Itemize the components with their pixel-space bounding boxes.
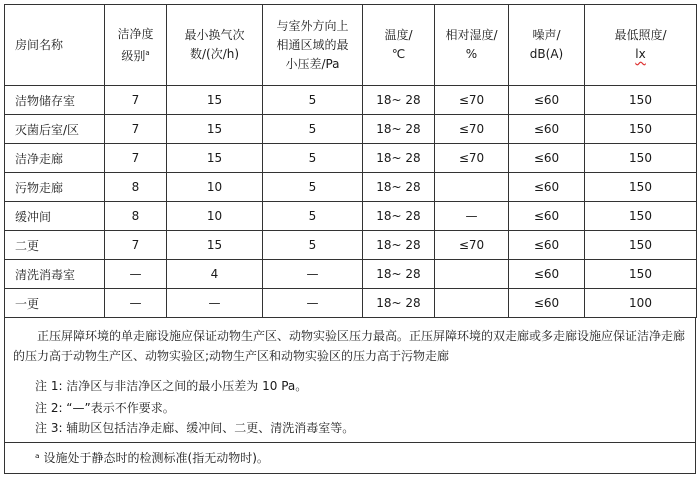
cell-illuminance: 100 [585,289,697,318]
cell-air-changes: 10 [167,173,263,202]
cell-noise: ≤60 [509,144,585,173]
cell-air-changes: 15 [167,144,263,173]
cell-cleanliness: 7 [105,86,167,115]
cell-illuminance: 150 [585,115,697,144]
cell-cleanliness: 7 [105,115,167,144]
cell-humidity: ≤70 [435,231,509,260]
cell-air-changes: — [167,289,263,318]
table-row [5,260,697,289]
cell-pressure: 5 [263,86,363,115]
header-air-changes-line2: 数/(次/h) [189,47,240,61]
header-temperature-line2: ℃ [391,47,406,61]
cell-cleanliness: — [105,289,167,318]
cell-humidity: ≤70 [435,115,509,144]
cell-air-changes: 4 [167,260,263,289]
cell-air-changes: 15 [167,115,263,144]
header-air-changes [167,5,263,86]
header-temperature-line1: 温度/ [384,28,413,42]
table-header-row [5,5,697,86]
table-row [5,231,697,260]
cell-room-name: 灭菌后室/区 [5,115,105,144]
cell-room-name: 一更 [5,289,105,318]
cell-illuminance: 150 [585,144,697,173]
cell-room-name: 二更 [5,231,105,260]
cell-humidity [435,173,509,202]
cell-temperature: 18~ 28 [363,86,435,115]
header-humidity-line1: 相对湿度/ [445,28,498,42]
header-humidity-line2: % [465,47,478,61]
cell-pressure: — [263,260,363,289]
cell-humidity: ≤70 [435,144,509,173]
header-pressure-diff [263,5,363,86]
header-illuminance-line2: lx [635,47,646,61]
cell-pressure: 5 [263,231,363,260]
cell-temperature: 18~ 28 [363,144,435,173]
cell-illuminance: 150 [585,202,697,231]
header-cleanliness-line2: 级别 [121,48,146,63]
cell-humidity [435,289,509,318]
cell-noise: ≤60 [509,260,585,289]
cell-pressure: 5 [263,173,363,202]
cell-air-changes: 15 [167,86,263,115]
cell-pressure: 5 [263,144,363,173]
header-noise [509,5,585,86]
cell-cleanliness: — [105,260,167,289]
table-row [5,115,697,144]
header-room-name: 房间名称 [5,5,105,86]
cell-humidity: — [435,202,509,231]
notes-section [4,318,696,443]
footnote-text: ᵃ 设施处于静态时的检测标准(指无动物时)。 [35,451,269,465]
footnote-marker: a [145,48,150,57]
header-pressure-line1: 与室外方向上 [276,18,349,33]
cell-noise: ≤60 [509,231,585,260]
cell-illuminance: 150 [585,260,697,289]
table-row [5,202,697,231]
cell-air-changes: 10 [167,202,263,231]
header-illuminance [585,5,697,86]
cell-room-name: 洁净走廊 [5,144,105,173]
cell-room-name: 清洗消毒室 [5,260,105,289]
notes-paragraph: 正压屏障环境的单走廊设施应保证动物生产区、动物实验区压力最高。正压屏障环境的双走廊或多走廊设施应保证洁净走廊的压力高于动物生产区、动物实验区;动物生产区和动物实验区的压力高于污物走廊 [13,329,686,363]
footnote-section [4,443,696,474]
cell-temperature: 18~ 28 [363,289,435,318]
note-1: 注 1: 洁净区与非洁净区之间的最小压差为 10 Pa。 [35,379,308,393]
cell-illuminance: 150 [585,173,697,202]
cell-cleanliness: 7 [105,231,167,260]
cell-cleanliness: 8 [105,173,167,202]
cell-humidity [435,260,509,289]
cell-cleanliness: 7 [105,144,167,173]
cell-cleanliness: 8 [105,202,167,231]
header-noise-line1: 噪声/ [532,28,561,42]
header-air-changes-line1: 最小换气次 [184,28,245,42]
header-temperature [363,5,435,86]
cell-humidity: ≤70 [435,86,509,115]
note-3: 注 3: 辅助区包括洁净走廊、缓冲间、二更、清洗消毒室等。 [35,421,355,435]
standard-document [4,4,696,474]
cell-temperature: 18~ 28 [363,173,435,202]
table-row [5,144,697,173]
cell-temperature: 18~ 28 [363,260,435,289]
header-cleanliness-line1: 洁净度 [117,26,154,41]
cell-noise: ≤60 [509,86,585,115]
cell-noise: ≤60 [509,289,585,318]
cell-noise: ≤60 [509,173,585,202]
cell-room-name: 污物走廊 [5,173,105,202]
header-pressure-line3: 小压差/Pa [285,56,340,71]
cell-illuminance: 150 [585,231,697,260]
header-illuminance-line1: 最低照度/ [614,28,667,42]
header-cleanliness [105,5,167,86]
header-humidity [435,5,509,86]
table-row [5,173,697,202]
cell-pressure: 5 [263,202,363,231]
cell-pressure: 5 [263,115,363,144]
header-pressure-line2: 相通区域的最 [276,37,349,52]
table-row [5,86,697,115]
cell-illuminance: 150 [585,86,697,115]
cell-pressure: — [263,289,363,318]
cell-noise: ≤60 [509,115,585,144]
cell-room-name: 缓冲间 [5,202,105,231]
cell-temperature: 18~ 28 [363,231,435,260]
cell-air-changes: 15 [167,231,263,260]
cell-temperature: 18~ 28 [363,115,435,144]
note-2: 注 2: “—”表示不作要求。 [35,401,175,415]
cell-room-name: 洁物储存室 [5,86,105,115]
cell-noise: ≤60 [509,202,585,231]
header-noise-line2: dB(A) [529,47,564,61]
table-row [5,289,697,318]
cell-temperature: 18~ 28 [363,202,435,231]
environment-spec-table [4,4,697,318]
